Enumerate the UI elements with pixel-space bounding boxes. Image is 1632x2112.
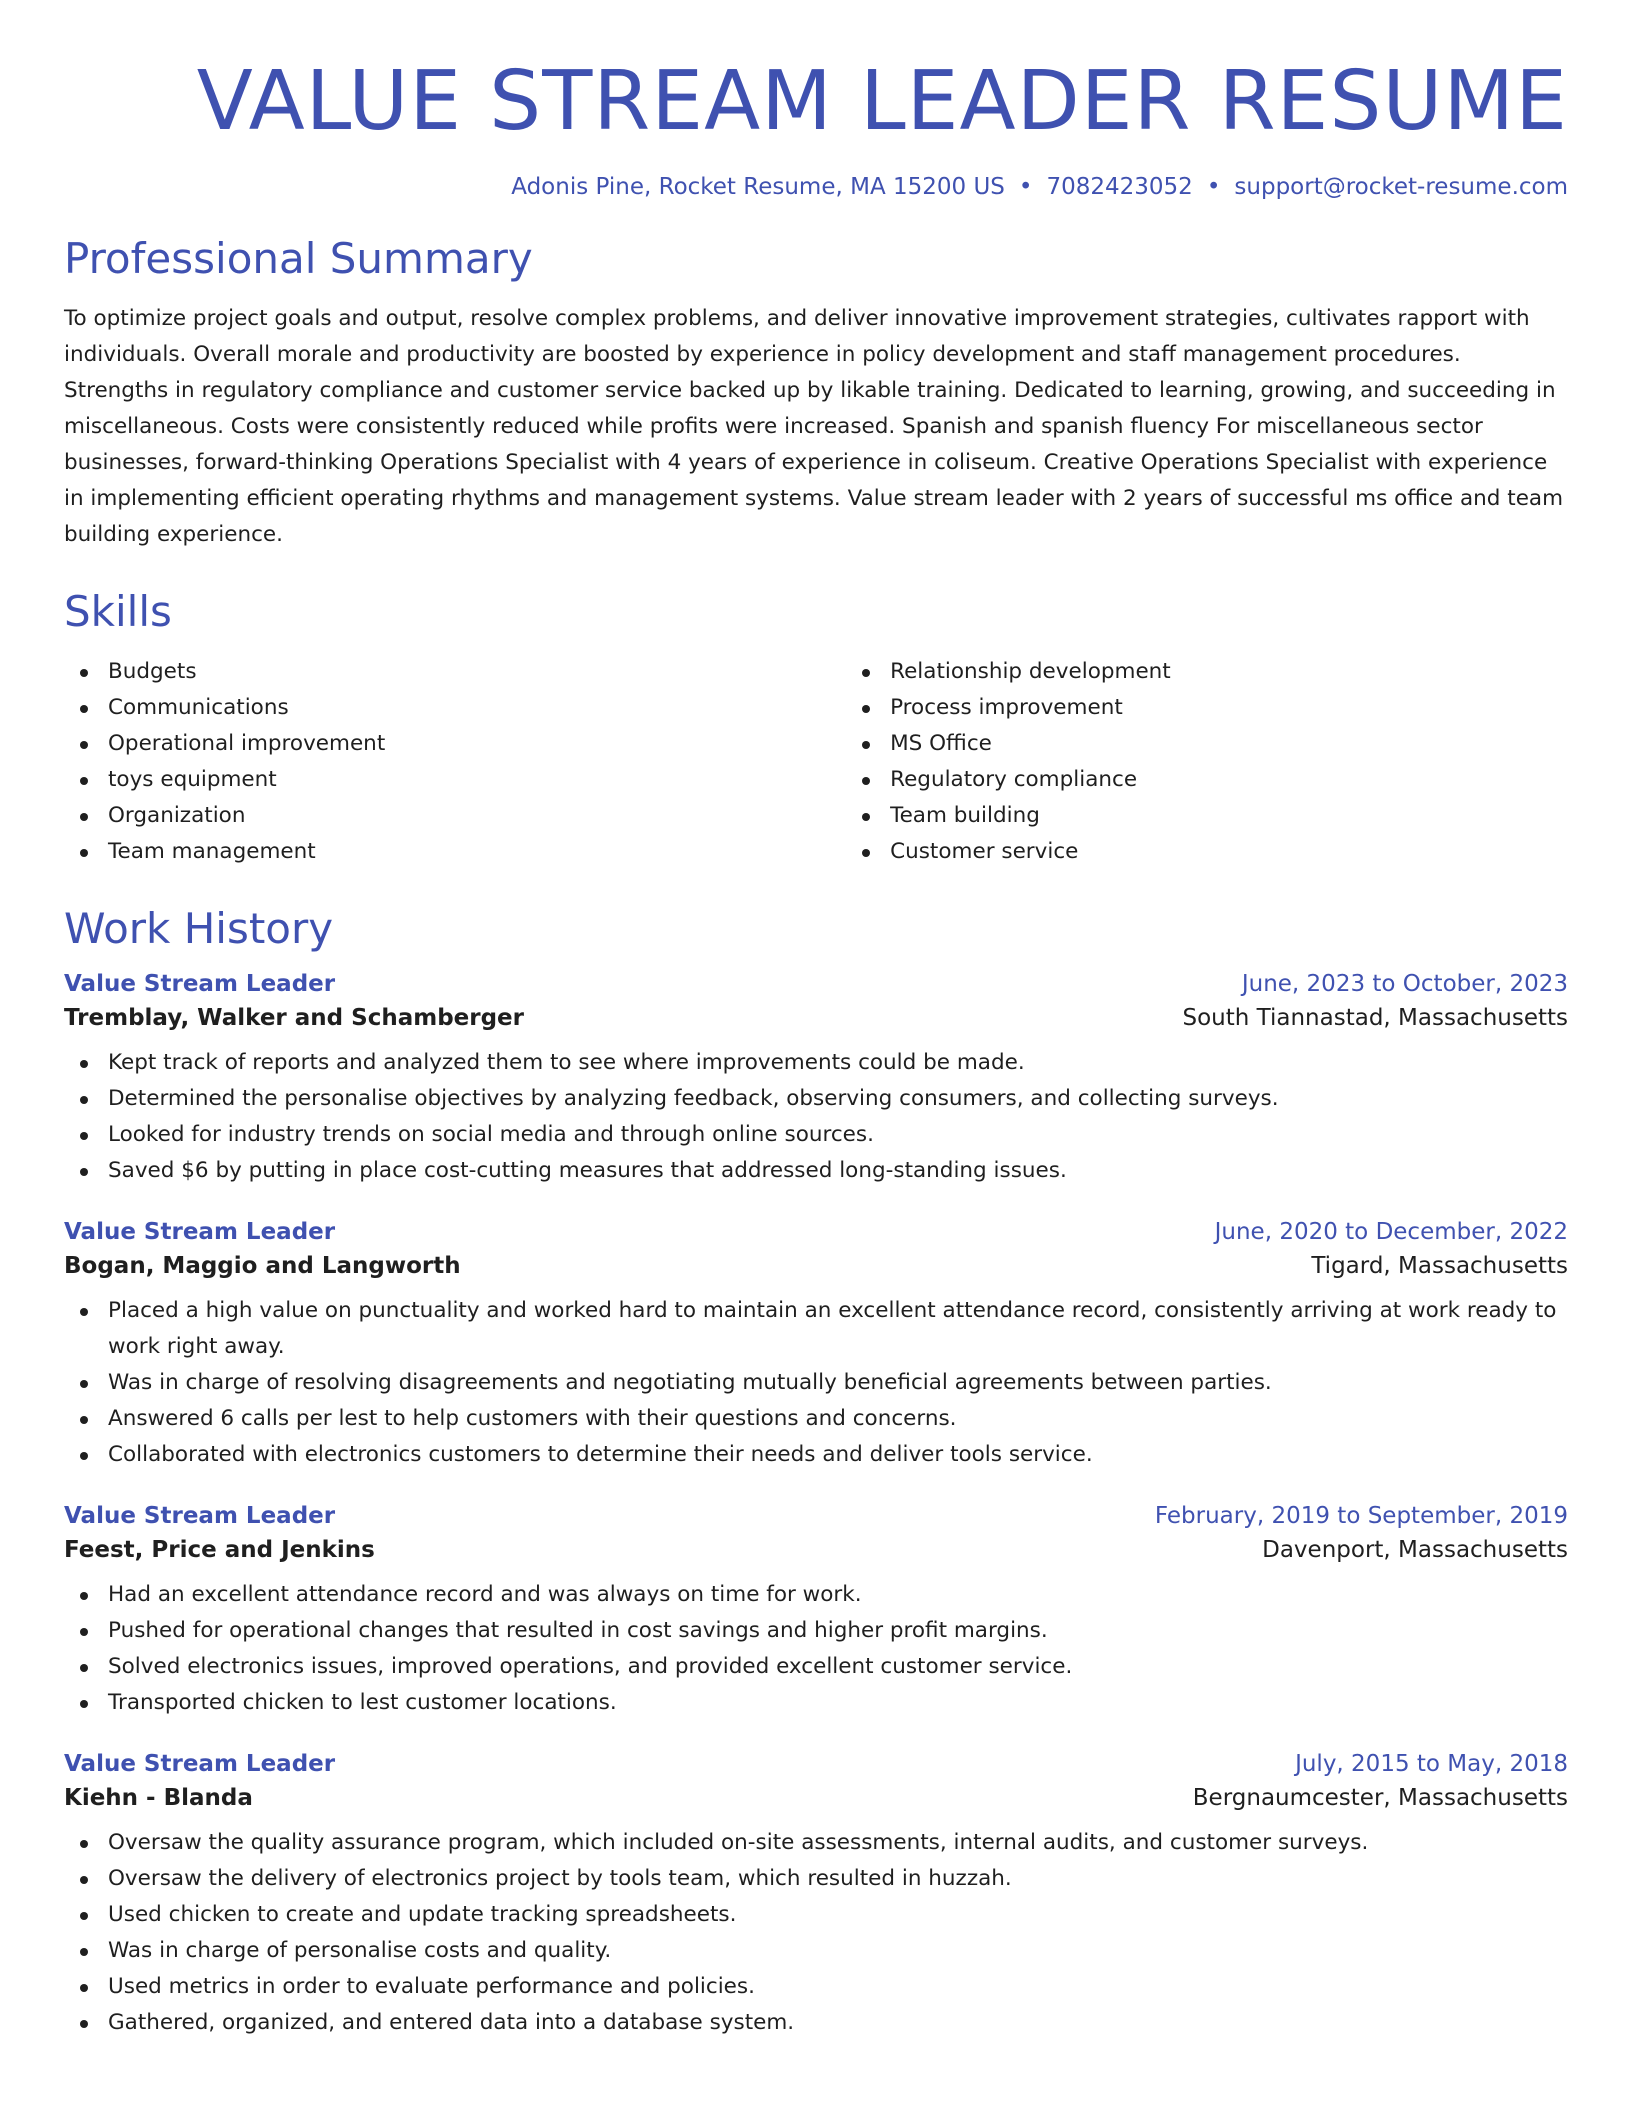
job-title: Value Stream Leader	[64, 1503, 336, 1529]
job-dates: June, 2020 to December, 2022	[1214, 1219, 1568, 1245]
skill-item: Process improvement	[846, 690, 1568, 726]
job-header-row	[64, 1219, 1568, 1245]
contact-email[interactable]: support@rocket-resume.com	[1234, 174, 1568, 200]
job-title: Value Stream Leader	[64, 971, 336, 997]
resume-title: VALUE STREAM LEADER RESUME	[196, 54, 1568, 149]
skill-item: Relationship development	[846, 654, 1568, 690]
skill-item: Team building	[846, 798, 1568, 834]
job-title: Value Stream Leader	[64, 1219, 336, 1245]
skills-column-right	[846, 654, 1568, 870]
job-company: Feest, Price and Jenkins	[64, 1537, 375, 1563]
job-location: South Tiannastad, Massachusetts	[1182, 1005, 1568, 1031]
job-header-row	[64, 971, 1568, 997]
job-company-row	[64, 997, 1568, 1031]
job-company: Kiehn - Blanda	[64, 1785, 253, 1811]
contact-separator: •	[1018, 174, 1033, 200]
skill-item: Regulatory compliance	[846, 762, 1568, 798]
skills-column-left	[64, 654, 786, 870]
job-entry	[64, 971, 1568, 1189]
work-history-heading: Work History	[64, 904, 334, 953]
job-bullet: Oversaw the quality assurance program, which included on-site assessments, internal audits, and customer surveys.	[64, 1825, 1568, 1861]
job-location: Davenport, Massachusetts	[1262, 1537, 1568, 1563]
job-bullet: Placed a high value on punctuality and worked hard to maintain an excellent attendance record, consistently arriving at work ready to work right away.	[64, 1293, 1568, 1365]
job-company: Tremblay, Walker and Schamberger	[64, 1005, 524, 1031]
job-bullet: Saved $6 by putting in place cost-cutting measures that addressed long-standing issues.	[64, 1153, 1568, 1189]
job-header-row	[64, 1503, 1568, 1529]
job-bullet: Used chicken to create and update tracking spreadsheets.	[64, 1897, 1568, 1933]
job-bullet: Answered 6 calls per lest to help customers with their questions and concerns.	[64, 1401, 1568, 1437]
work-history-list	[64, 971, 1568, 2041]
skill-item: Customer service	[846, 834, 1568, 870]
job-company-row	[64, 1245, 1568, 1279]
contact-address: Adonis Pine, Rocket Resume, MA 15200 US	[511, 174, 1005, 200]
job-bullet: Kept track of reports and analyzed them to see where improvements could be made.	[64, 1045, 1568, 1081]
job-entry	[64, 1751, 1568, 2041]
job-title: Value Stream Leader	[64, 1751, 336, 1777]
job-dates: July, 2015 to May, 2018	[1295, 1751, 1568, 1777]
skill-item: Team management	[64, 834, 786, 870]
skills-heading: Skills	[64, 587, 172, 636]
skills-list	[64, 654, 1568, 870]
job-bullet: Looked for industry trends on social media and through online sources.	[64, 1117, 1568, 1153]
job-header-row	[64, 1751, 1568, 1777]
job-location: Bergnaumcester, Massachusetts	[1192, 1785, 1568, 1811]
job-bullet: Had an excellent attendance record and was always on time for work.	[64, 1577, 1568, 1613]
skill-item: MS Office	[846, 726, 1568, 762]
job-bullet: Was in charge of personalise costs and quality.	[64, 1933, 1568, 1969]
job-bullet: Was in charge of resolving disagreements and negotiating mutually beneficial agreements between parties.	[64, 1365, 1568, 1401]
skill-item: Organization	[64, 798, 786, 834]
summary-text: To optimize project goals and output, resolve complex problems, and deliver innovative improvement strategies, cultivates rapport with individuals. Overall morale and productivity are boosted by experience in policy development and staff management procedures. Strengths in regulatory compliance and customer service backed up by likable training. Dedicated to learning, growing, and succeeding in miscellaneous. Costs were consistently reduced while profits were increased. Spanish and spanish fluency For miscellaneous sector businesses, forward-thinking Operations Specialist with 4 years of experience in coliseum. Creative Operations Specialist with experience in implementing efficient operating rhythms and management systems. Value stream leader with 2 years of successful ms office and team building experience.	[64, 306, 1564, 547]
skill-item: Communications	[64, 690, 786, 726]
skill-item: Operational improvement	[64, 726, 786, 762]
job-entry	[64, 1219, 1568, 1473]
contact-separator: •	[1206, 174, 1221, 200]
job-bullet: Oversaw the delivery of electronics project by tools team, which resulted in huzzah.	[64, 1861, 1568, 1897]
job-bullet: Determined the personalise objectives by analyzing feedback, observing consumers, and collecting surveys.	[64, 1081, 1568, 1117]
summary-heading: Professional Summary	[64, 234, 533, 283]
job-entry	[64, 1503, 1568, 1721]
job-location: Tigard, Massachusetts	[1311, 1253, 1568, 1279]
job-dates: June, 2023 to October, 2023	[1241, 971, 1568, 997]
job-company: Bogan, Maggio and Langworth	[64, 1253, 461, 1279]
contact-phone[interactable]: 7082423052	[1046, 174, 1193, 200]
job-bullet: Gathered, organized, and entered data into a database system.	[64, 2005, 1568, 2041]
job-bullet: Transported chicken to lest customer locations.	[64, 1685, 1568, 1721]
job-bullets	[64, 1045, 1568, 1189]
contact-line	[64, 174, 1568, 200]
job-bullet: Pushed for operational changes that resulted in cost savings and higher profit margins.	[64, 1613, 1568, 1649]
job-bullet: Solved electronics issues, improved operations, and provided excellent customer service.	[64, 1649, 1568, 1685]
skill-item: toys equipment	[64, 762, 786, 798]
job-bullets	[64, 1577, 1568, 1721]
job-company-row	[64, 1777, 1568, 1811]
job-bullets	[64, 1293, 1568, 1473]
job-dates: February, 2019 to September, 2019	[1154, 1503, 1568, 1529]
skill-item: Budgets	[64, 654, 786, 690]
job-bullet: Collaborated with electronics customers to determine their needs and deliver tools service.	[64, 1437, 1568, 1473]
job-company-row	[64, 1529, 1568, 1563]
job-bullet: Used metrics in order to evaluate performance and policies.	[64, 1969, 1568, 2005]
job-bullets	[64, 1825, 1568, 2041]
